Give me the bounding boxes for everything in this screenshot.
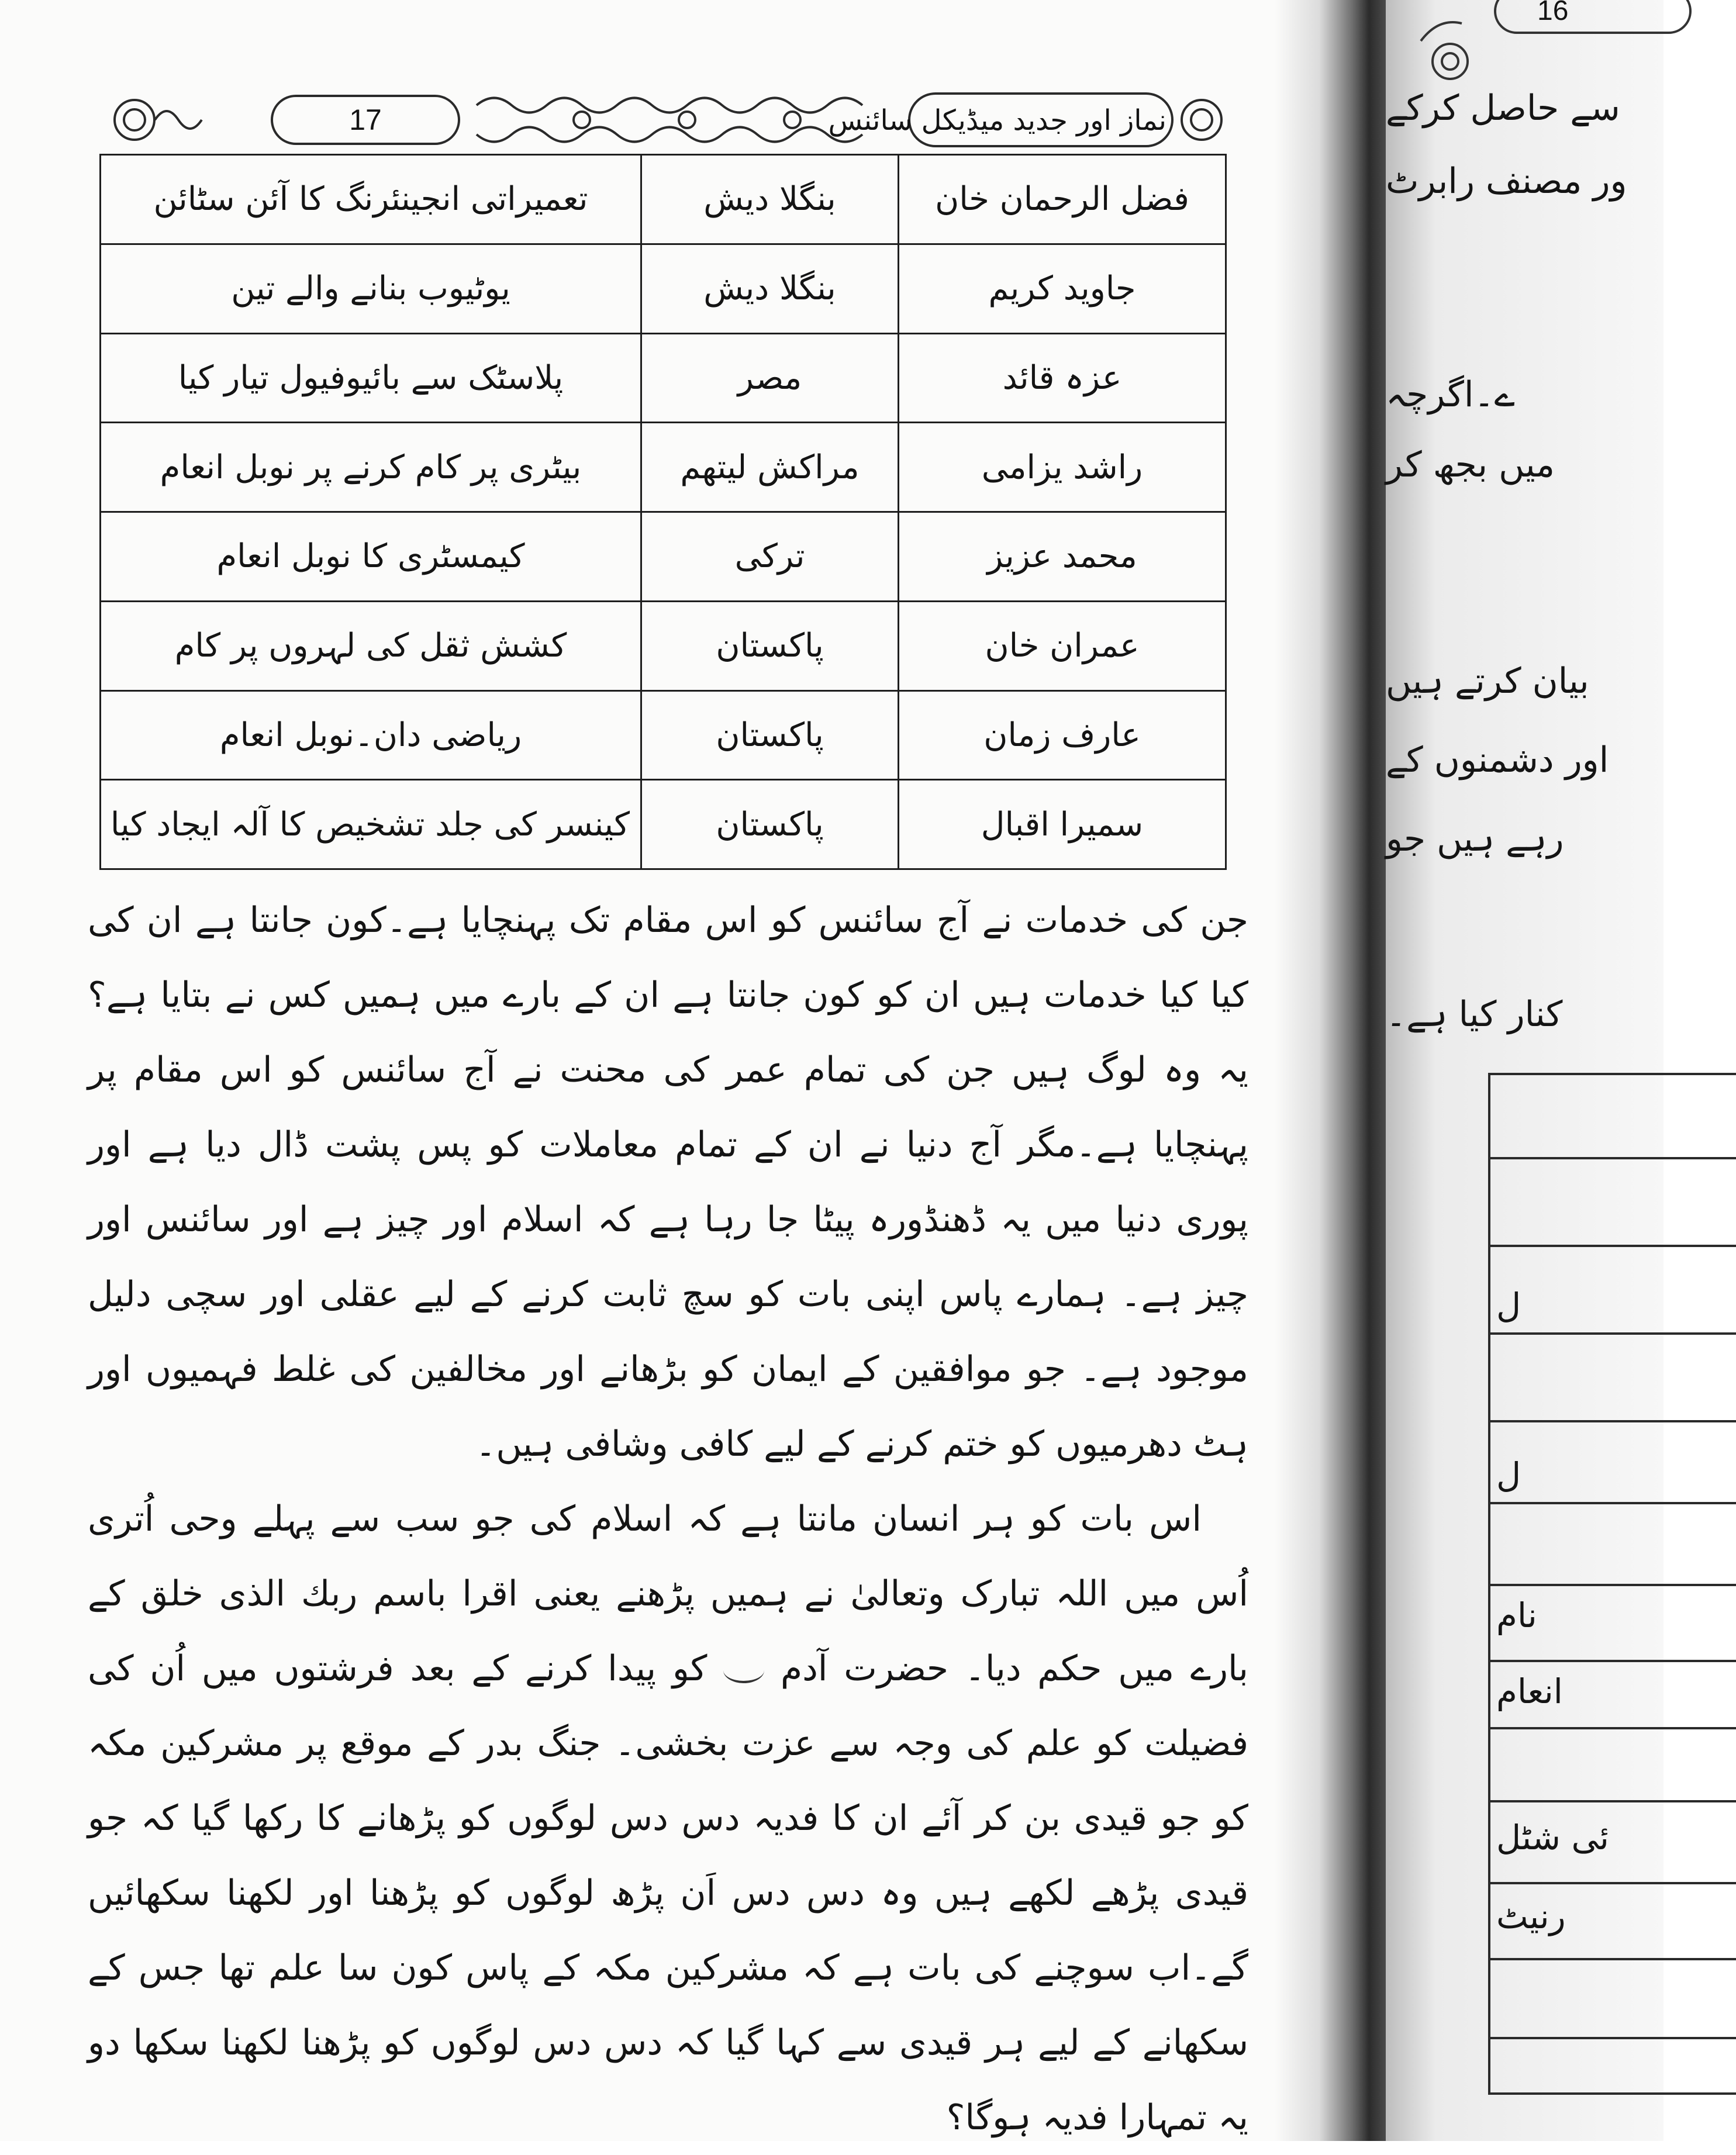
adjacent-table-line <box>1490 1800 1736 1802</box>
scientist-work: تعمیراتی انجینئرنگ کا آئن سٹائن <box>101 155 641 244</box>
ornament-icon <box>1386 6 1497 88</box>
adjacent-cell-text: رنیٹ <box>1496 1897 1566 1936</box>
scientist-country: مراکش لیتھم <box>641 423 899 512</box>
adjacent-table-line <box>1490 1727 1736 1729</box>
adjacent-text-line: بیان کرتے ہیں <box>1386 661 1589 702</box>
table-row <box>101 244 1226 333</box>
scientist-work: بیٹری پر کام کرنے پر نوبل انعام <box>101 423 641 512</box>
scientist-name: راشد یزامی <box>899 423 1226 512</box>
adjacent-text-line: میں بجھ کر <box>1386 444 1555 485</box>
scientists-table <box>99 154 1227 870</box>
adjacent-table-line <box>1490 1660 1736 1662</box>
adjacent-table-line <box>1490 1584 1736 1586</box>
table-row <box>101 333 1226 423</box>
adjacent-text-line: کنار کیا ہے۔ <box>1386 994 1563 1035</box>
scientist-name: عارف زمان <box>899 690 1226 780</box>
scientist-name: محمد عزیز <box>899 512 1226 602</box>
adjacent-table-line <box>1490 2037 1736 2039</box>
page-number: 17 <box>349 103 382 136</box>
scientist-country: پاکستان <box>641 601 899 690</box>
page-header <box>102 88 1234 152</box>
paragraph-part: کو پیدا کرنے کے بعد فرشتوں میں اُن کی فضیلت کو علم کی وجہ سے عزت بخشی۔ جنگ بدر کے موقع پر مشرکین مکہ کو جو قیدی بن کر آئے ان کا فدیہ دس دس لوگوں کو پڑھانے کا رکھا گیا کہ جو قیدی پڑھے لکھے ہیں وہ دس دس اَن پڑھ لوگوں کو پڑھنا اور لکھنا سکھائیں گے۔اب سوچنے کی بات ہے کہ مشرکین مکہ کے پاس کون سا علم تھا جس کے سکھانے کے لیے ہر قیدی سے کہا گیا کہ دس دس لوگوں کو پڑھنا لکھنا سکھا دو یہ تمہارا فدیہ ہوگا؟ <box>88 1648 1248 2138</box>
scientist-country: بنگلا دیش <box>641 155 899 244</box>
scientist-work: کیمسٹری کا نوبل انعام <box>101 512 641 602</box>
scientist-country: بنگلا دیش <box>641 244 899 333</box>
scientist-work: پلاسٹک سے بائیوفیول تیار کیا <box>101 333 641 423</box>
adjacent-table-line <box>1490 1245 1736 1247</box>
scientist-work: کینسر کی جلد تشخیص کا آلہ ایجاد کیا <box>101 780 641 869</box>
adjacent-table-line <box>1490 1882 1736 1884</box>
scientist-name: عزہ قائد <box>899 333 1226 423</box>
adjacent-table-line <box>1490 1157 1736 1159</box>
table-row <box>101 512 1226 602</box>
adjacent-table <box>1488 1073 1736 2095</box>
paragraph <box>88 1481 1248 2155</box>
scientist-country: پاکستان <box>641 780 899 869</box>
adjacent-text-line: اور دشمنوں کے <box>1386 740 1609 781</box>
scientist-name: جاوید کریم <box>899 244 1226 333</box>
adjacent-text-line: ور مصنف رابرٹ <box>1386 161 1627 202</box>
salutation-icon <box>723 1657 764 1683</box>
scientist-country: ترکی <box>641 512 899 602</box>
adjacent-cell-text: ل <box>1496 1286 1521 1325</box>
table-row <box>101 690 1226 780</box>
adjacent-cell-text: ئی شٹل <box>1496 1818 1609 1857</box>
scientist-work: یوٹیوب بنانے والے تین <box>101 244 641 333</box>
adjacent-table-line <box>1490 1958 1736 1960</box>
adjacent-text-line: سے حاصل کرکے <box>1386 88 1620 129</box>
body-text <box>88 883 1248 2155</box>
adjacent-table-line <box>1490 1420 1736 1422</box>
book-title: نماز اور جدید میڈیکل سائنس <box>828 104 1166 137</box>
paragraph: جن کی خدمات نے آج سائنس کو اس مقام تک پہنچایا ہے۔کون جانتا ہے ان کی کیا کیا خدمات ہیں ان کو کون جانتا ہے ان کے بارے میں ہمیں کس نے بتایا ہے؟ یہ وہ لوگ ہیں جن کی تمام عمر کی محنت نے آج سائنس کو اس مقام پر پہنچایا ہے۔مگر آج دنیا نے ان کے تمام معاملات کو پس پشت ڈال دیا ہے اور پوری دنیا میں یہ ڈھنڈورہ پیٹا جا رہا ہے کہ اسلام اور چیز ہے اور سائنس اور چیز ہے۔ ہمارے پاس اپنی بات کو سچ ثابت کرنے کے لیے عقلی اور سچی دلیل موجود ہے۔ جو موافقین کے ایمان کو بڑھانے اور مخالفین کی غلط فہمیوں اور ہٹ دھرمیوں کو ختم کرنے کے لیے کافی وشافی ہیں۔ <box>88 900 1248 1465</box>
book-gutter-shadow <box>1275 0 1386 2141</box>
scientist-country: پاکستان <box>641 690 899 780</box>
adjacent-text-line: رہے ہیں جو <box>1386 819 1564 859</box>
paragraph-part: اس بات کو ہر انسان مانتا ہے کہ اسلام کی جو سب سے پہلے وحی اُتری اُس میں اللہ تبارک وتعالیٰ نے ہمیں پڑھنے یعنی اقرا باسم ربك الذی خلق کے بارے میں حکم دیا۔ حضرت آدم <box>88 1498 1248 1689</box>
adjacent-cell-text: نام <box>1496 1595 1537 1635</box>
table-row <box>101 780 1226 869</box>
adjacent-table-line <box>1490 1332 1736 1335</box>
adjacent-page <box>1386 0 1663 2141</box>
table-row <box>101 423 1226 512</box>
scientist-name: عمران خان <box>899 601 1226 690</box>
scientist-name: سمیرا اقبال <box>899 780 1226 869</box>
scientist-work: ریاضی دان۔نوبل انعام <box>101 690 641 780</box>
adjacent-text-line: ے۔اگرچہ <box>1386 374 1515 415</box>
scientist-name: فضل الرحمان خان <box>899 155 1226 244</box>
adjacent-cell-text: ل <box>1496 1455 1521 1495</box>
scientist-country: مصر <box>641 333 899 423</box>
scientist-work: کشش ثقل کی لہروں پر کام <box>101 601 641 690</box>
table-row <box>101 601 1226 690</box>
adjacent-cell-text: انعام <box>1496 1671 1563 1711</box>
adjacent-table-line <box>1490 1502 1736 1504</box>
table-row <box>101 155 1226 244</box>
adjacent-page-number: 16 <box>1494 0 1692 34</box>
